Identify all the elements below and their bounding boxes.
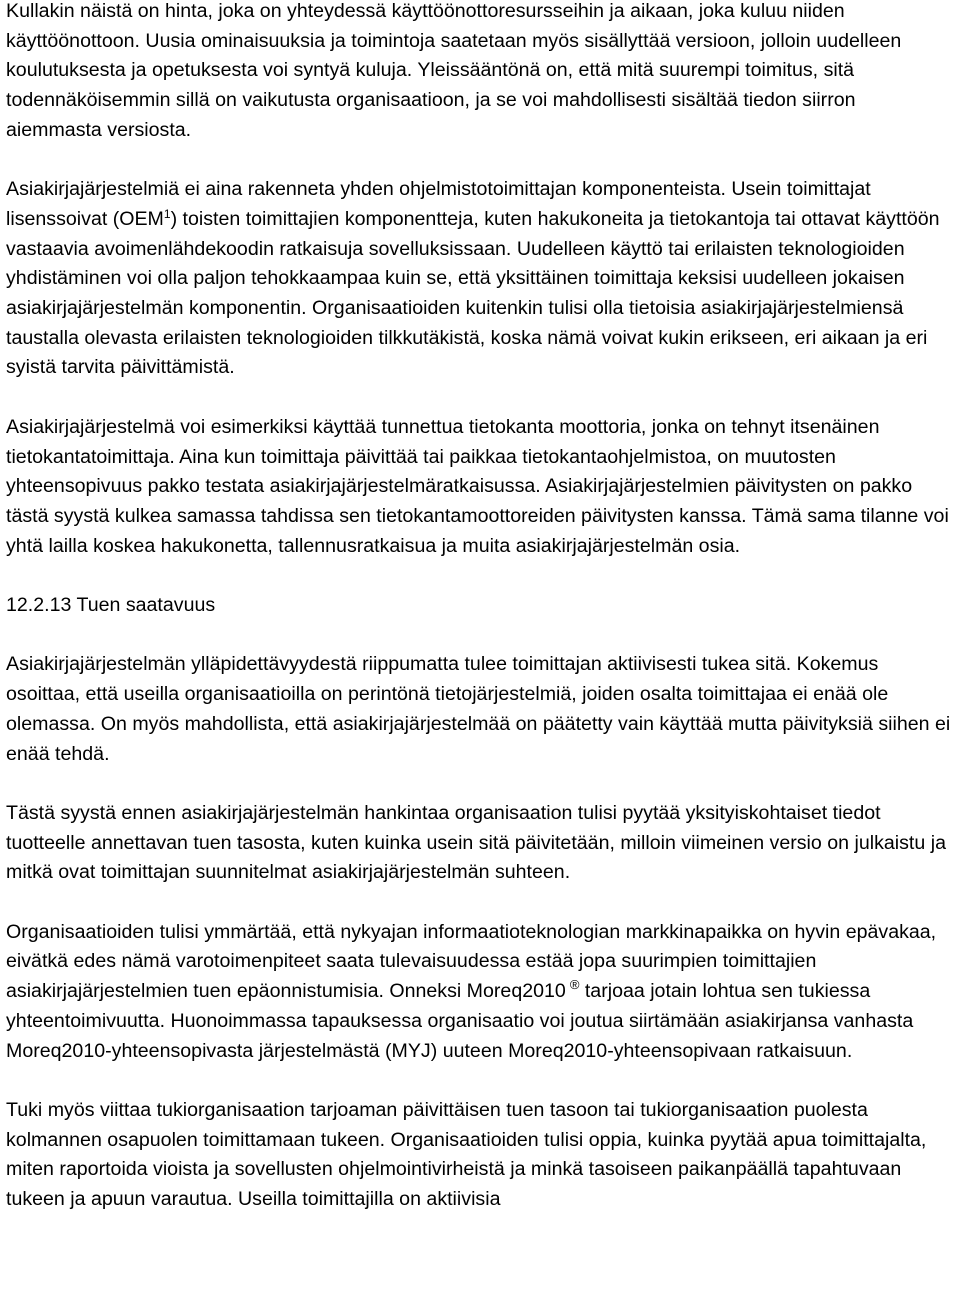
paragraph-costs: Kullakin näistä on hinta, joka on yhteydessä käyttöönottoresursseihin ja aikaan, joka kuluu niiden käyttöönottoon. Uusia ominaisuuksia ja toimintoja saatetaan myös sisällyttää versioon, jolloin uudelleen koulutuksesta ja opetuksesta voi syntyä kuluja. Yleissääntönä on, että mitä suurempi toimitus, sitä todennäköisemmin sillä on vaikutusta organisaatioon, ja se voi mahdollisesti sisältää tiedon siirron aiemmasta versiosta. xyxy=(6,0,902,141)
section-heading: 12.2.13 Tuen saatavuus xyxy=(6,594,216,617)
paragraph-market xyxy=(6,918,952,1067)
paragraph-support-intro: Asiakirjajärjestelmän ylläpidettävyydestä riippumatta tulee toimittajan aktiivisesti tukea sitä. Kokemus osoittaa, että useilla organisaatioilla on perintönä tietojärjestelmiä, joiden osalta toimittajaa ei enää ole olemassa. On myös mahdollista, että asiakirjajärjestelmää on päätetty vain käyttää mutta päivityksiä siihen ei enää tehdä. xyxy=(6,653,951,765)
paragraph-components-start: Asiakirjajärjestelmiä ei aina rakenneta yhden ohjelmistotoimittajan komponenteista. Usein toimittajat lisenssoivat (OEM xyxy=(6,178,871,230)
paragraph-components-end: ) toisten toimittajien komponentteja, kuten hakukoneita ja tietokantoja tai ottavat käyttöön vastaavia avoimenlähdekoodin ratkaisuja sovelluksissaan. Uudelleen käyttö tai erilaisten teknologioiden yhdistäminen voi olla paljon tehokkaampaa kuin se, että yksittäinen toimittaja keksisi uudelleen jokaisen asiakirjajärjestelmän komponentin. Organisaatioiden kuitenkin tulisi olla tietoisia asiakirjajärjestelmiensä taustalla olevasta erilaisten teknologioiden tilkkutäkistä, koska nämä voivat kukin erikseen, eri aikaan ja eri syistä tarvita päivittämistä. xyxy=(6,207,940,379)
paragraph-components xyxy=(6,175,952,383)
paragraph-database-example: Asiakirjajärjestelmä voi esimerkiksi käyttää tunnettua tietokanta moottoria, jonka on tehnyt itsenäinen tietokantatoimittaja. Aina kun toimittaja päivittää tai paikkaa tietokantaohjelmistoa, on muutosten yhteensopivuus pakko testata asiakirjajärjestelmäratkaisussa. Asiakirjajärjestelmien päivitysten on pakko tästä syystä kulkea samassa tahdissa sen tietokantamoottoreiden päivitysten kanssa. Tämä sama tilanne voi yhtä lailla koskea hakukonetta, tallennusratkaisua ja muita asiakirjajärjestelmän osia. xyxy=(6,415,949,557)
paragraph-daily-support: Tuki myös viittaa tukiorganisaation tarjoaman päivittäisen tuen tasoon tai tukiorganisaation puolesta kolmannen osapuolen toimittamaan tukeen. Organisaatioiden tulisi oppia, kuinka pyytää apua toimittajalta, miten raportoida vioista ja sovellusten ohjelmointivirheistä ja minkä tasoiseen paikanpäällä tapahtuvaan tukeen ja apuun varautua. Useilla toimittajilla on aktiivisia xyxy=(6,1098,927,1211)
registered-mark: ® xyxy=(569,977,580,993)
document-page xyxy=(6,0,952,1215)
footnote-marker: 1 xyxy=(163,206,171,221)
paragraph-market-start: Organisaatioiden tulisi ymmärtää, että nykyajan informaatioteknologian markkinapaikka on hyvin epävakaa, eivätkä edes nämä varotoimenpiteet saata tulevaisuudessa estää jopa suurimpien toimittajien asiakirjajärjestelmien tuen epäonnistumisia. Onneksi Moreq2010 xyxy=(6,920,937,1003)
paragraph-market-end: tarjoaa jotain lohtua sen tukiessa yhteentoimivuutta. Huonoimmassa tapauksessa organisaatio voi joutua siirtämään asiakirjansa vanhasta Moreq2010-yhteensopivasta järjestelmästä (MYJ) uuteen Moreq2010-yhteensopivaan ratkaisuun. xyxy=(6,980,914,1062)
paragraph-support-request: Tästä syystä ennen asiakirjajärjestelmän hankintaa organisaation tulisi pyytää yksityiskohtaiset tiedot tuotteelle annettavan tuen tasosta, kuten kuinka usein sitä päivitetään, milloin viimeinen versio on julkaistu ja mitkä ovat toimittajan suunnitelmat asiakirjajärjestelmän suhteen. xyxy=(6,801,946,884)
